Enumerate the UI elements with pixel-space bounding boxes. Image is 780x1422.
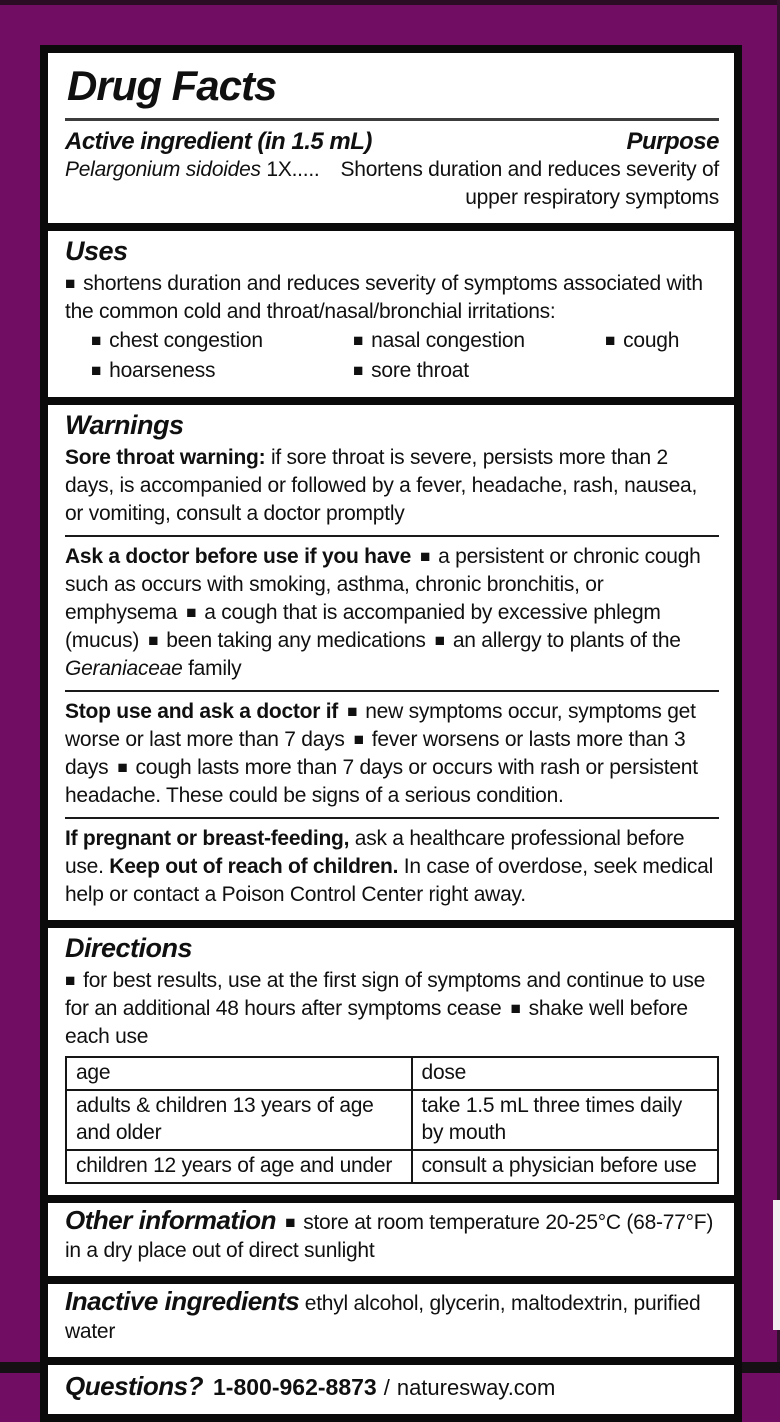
ingredient-name: Pelargonium sidoides 1X..... (65, 158, 320, 181)
section-uses (48, 231, 734, 397)
separator-slash: / (383, 1375, 390, 1400)
directions-text: ■ for best results, use at the first sign of symptoms and continue to use for an additional 48 hours after symptoms cease ■ shake well before each use (65, 967, 719, 1051)
other-information-text: Other information ■ store at room temperature 20-25°C (68-77°F) in a dry place out of direct sunlight (65, 1206, 719, 1265)
package-edge-top (0, 0, 780, 5)
ask-doctor-warning: Ask a doctor before use if you have ■ a persistent or chronic cough such as occurs with smoking, asthma, chronic bronchitis, or emphysema ■ a cough that is accompanied by excessive phlegm (mucus) ■ been taking any medications ■ an allergy to plants of the Geraniaceae family (65, 535, 719, 683)
directions-heading: Directions (65, 933, 193, 963)
dose-cell: consult a physician before use (412, 1150, 718, 1183)
uses-symptom-list (65, 326, 719, 386)
square-bullet-icon (511, 997, 521, 1020)
dose-column-header: dose (412, 1057, 718, 1090)
questions-heading: Questions? (65, 1371, 204, 1401)
section-warnings (48, 405, 734, 920)
square-bullet-icon (186, 601, 196, 624)
square-bullet-icon (91, 359, 101, 382)
phone-number: 1-800-962-8873 (213, 1374, 377, 1400)
section-inactive-ingredients (48, 1284, 734, 1357)
square-bullet-icon (353, 329, 363, 352)
square-bullet-icon (148, 629, 158, 652)
square-bullet-icon (285, 1211, 295, 1234)
dosage-table (65, 1056, 719, 1184)
square-bullet-icon (605, 329, 615, 352)
table-row (66, 1090, 718, 1150)
uses-intro: ■ shortens duration and reduces severity of symptoms associated with the common cold and throat/nasal/bronchial irritations: (65, 270, 719, 326)
age-column-header: age (66, 1057, 412, 1090)
questions-row (65, 1368, 719, 1403)
square-bullet-icon (420, 545, 430, 568)
square-bullet-icon (65, 969, 75, 992)
active-ingredient-heading: Active ingredient (in 1.5 mL) (65, 128, 372, 155)
square-bullet-icon (347, 700, 357, 723)
list-item: ■ cough (605, 326, 719, 356)
active-ingredient-header (65, 128, 719, 156)
drug-facts-title: Drug Facts (67, 62, 277, 109)
list-item: ■ sore throat (353, 356, 605, 386)
other-information-heading: Other information (65, 1205, 277, 1235)
inactive-ingredients-text: Inactive ingredients ethyl alcohol, glycerin, maltodextrin, purified water (65, 1286, 701, 1343)
stop-use-warning: Stop use and ask a doctor if ■ new symptoms occur, symptoms get worse or last more than 7 days ■ fever worsens or lasts more than 3 days ■ cough lasts more than 7 days or occurs with rash or persistent headache. These could be signs of a serious condition. (65, 690, 719, 810)
list-item: ■ nasal congestion (353, 326, 605, 356)
purpose-heading: Purpose (626, 128, 719, 155)
pregnancy-warning: If pregnant or breast-feeding, ask a healthcare professional before use. Keep out of reach of children. In case of overdose, seek medical help or contact a Poison Control Center right away. (65, 817, 719, 909)
square-bullet-icon (435, 629, 445, 652)
section-directions (48, 928, 734, 1195)
list-item: ■ hoarseness (91, 356, 353, 386)
sore-throat-warning: Sore throat warning: if sore throat is severe, persists more than 2 days, is accompanied or followed by a fever, headache, rash, nausea, or vomiting, consult a doctor promptly (65, 446, 698, 525)
inactive-ingredients-heading: Inactive ingredients (65, 1286, 300, 1316)
purpose-text: Shortens duration and reduces severity of upper respiratory symptoms (340, 158, 719, 209)
square-bullet-icon (91, 329, 101, 352)
square-bullet-icon (354, 728, 364, 751)
website-url: naturesway.com (396, 1375, 556, 1400)
section-active-ingredient (48, 53, 734, 223)
family-name-italic: Geraniaceae (65, 657, 183, 680)
square-bullet-icon (353, 359, 363, 382)
dose-cell: take 1.5 mL three times daily by mouth (412, 1090, 718, 1150)
drug-facts-label (40, 45, 742, 1422)
square-bullet-icon (117, 756, 127, 779)
package-edge-highlight (773, 1200, 780, 1330)
table-row (66, 1150, 718, 1183)
table-header-row (66, 1057, 718, 1090)
section-questions (48, 1365, 734, 1414)
section-other-information (48, 1203, 734, 1276)
active-ingredient-row (65, 156, 719, 212)
list-item: ■ chest congestion (91, 326, 353, 356)
age-cell: children 12 years of age and under (66, 1150, 412, 1183)
warnings-heading: Warnings (65, 410, 184, 440)
age-cell: adults & children 13 years of age and older (66, 1090, 412, 1150)
square-bullet-icon (65, 272, 75, 295)
uses-heading: Uses (65, 236, 128, 266)
title-divider (65, 118, 719, 121)
